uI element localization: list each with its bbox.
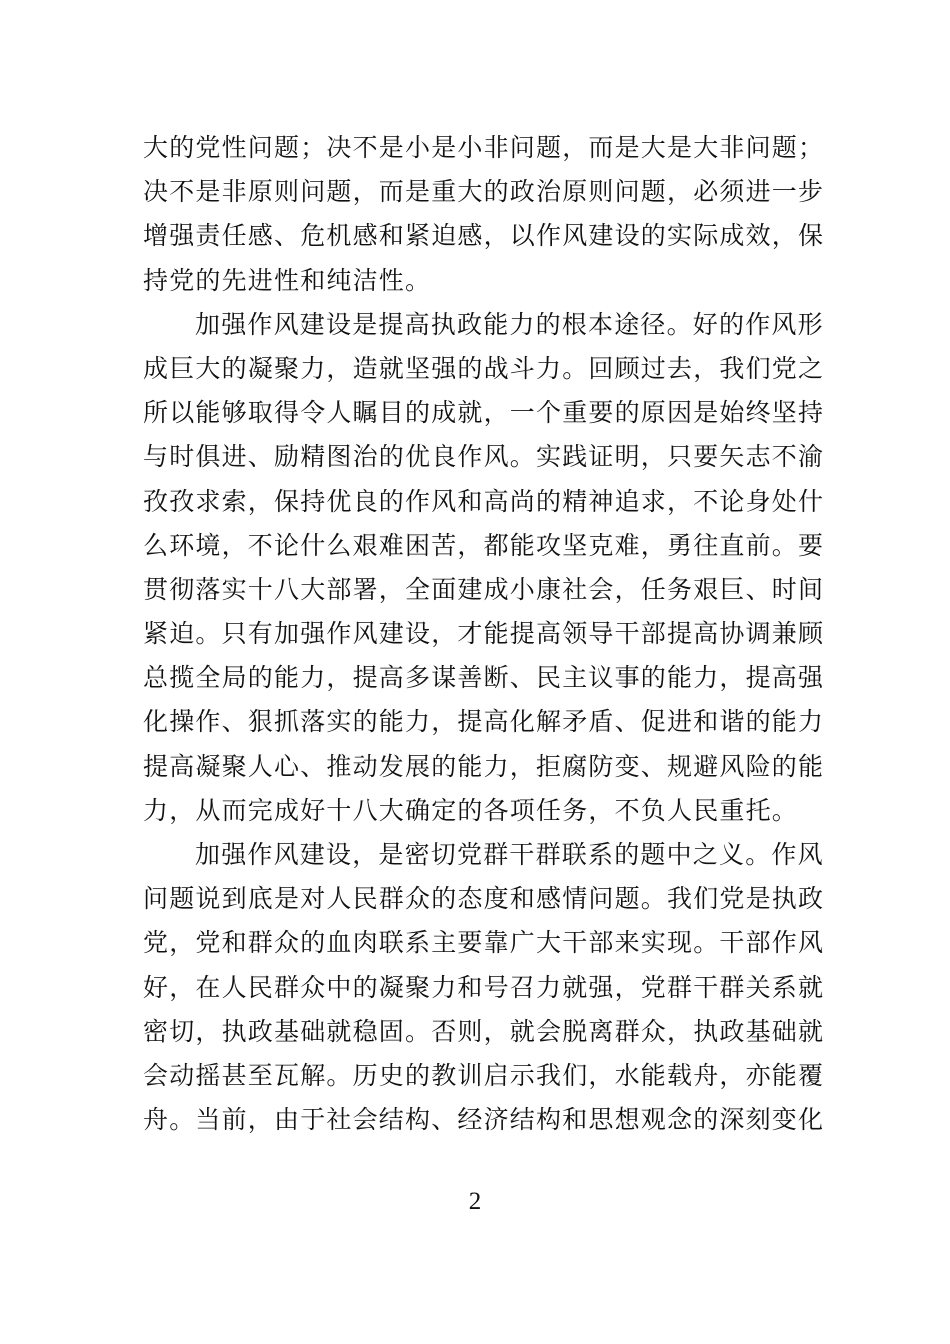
text-line: 问题说到底是对人民群众的态度和感情问题。我们党是执政 xyxy=(143,884,825,914)
page-number: 2 xyxy=(468,1188,482,1215)
text-line: 增强责任感、危机感和紧迫感，以作风建设的实际成效，保 xyxy=(143,221,825,251)
text-line: 提高凝聚人心、推动发展的能力，拒腐防变、规避风险的能 xyxy=(143,751,825,781)
text-line: 贯彻落实十八大部署，全面建成小康社会，任务艰巨、时间 xyxy=(143,574,825,604)
text-line: 与时俱进、励精图治的优良作风。实践证明，只要矢志不渝 xyxy=(143,442,825,472)
text-line: 持党的先进性和纯洁性。 xyxy=(143,265,432,295)
text-line: 党，党和群众的血肉联系主要靠广大干部来实现。干部作风 xyxy=(143,928,825,958)
text-line: 紧迫。只有加强作风建设，才能提高领导干部提高协调兼顾 xyxy=(143,619,825,649)
text-line: 所以能够取得令人瞩目的成就，一个重要的原因是始终坚持 xyxy=(143,398,825,428)
text-line: 密切，执政基础就稳固。否则，就会脱离群众，执政基础就 xyxy=(143,1016,825,1046)
text-line: 总揽全局的能力，提高多谋善断、民主议事的能力，提高强 xyxy=(143,663,825,693)
text-line: 决不是非原则问题，而是重大的政治原则问题，必须进一步 xyxy=(143,177,825,207)
text-line: 舟。当前，由于社会结构、经济结构和思想观念的深刻变化 xyxy=(143,1105,825,1135)
text-line: 么环境，不论什么艰难困苦，都能攻坚克难，勇往直前。要 xyxy=(143,530,825,560)
text-line: 好，在人民群众中的凝聚力和号召力就强，党群干群关系就 xyxy=(143,972,825,1002)
text-line: 力，从而完成好十八大确定的各项任务，不负人民重托。 xyxy=(143,795,799,825)
document-body xyxy=(143,126,825,1142)
text-line: 加强作风建设，是密切党群干群联系的题中之义。作风 xyxy=(195,840,824,869)
text-line: 加强作风建设是提高执政能力的根本途径。好的作风形 xyxy=(195,309,824,339)
text-line: 孜孜求索，保持优良的作风和高尚的精神追求，不论身处什 xyxy=(143,486,825,516)
text-line: 化操作、狠抓落实的能力，提高化解矛盾、促进和谐的能力 xyxy=(143,707,825,737)
text-line: 大的党性问题；决不是小是小非问题，而是大是大非问题； xyxy=(143,133,825,162)
text-line: 会动摇甚至瓦解。历史的教训启示我们，水能载舟，亦能覆 xyxy=(143,1060,825,1090)
text-line: 成巨大的凝聚力，造就坚强的战斗力。回顾过去，我们党之 xyxy=(143,353,825,383)
